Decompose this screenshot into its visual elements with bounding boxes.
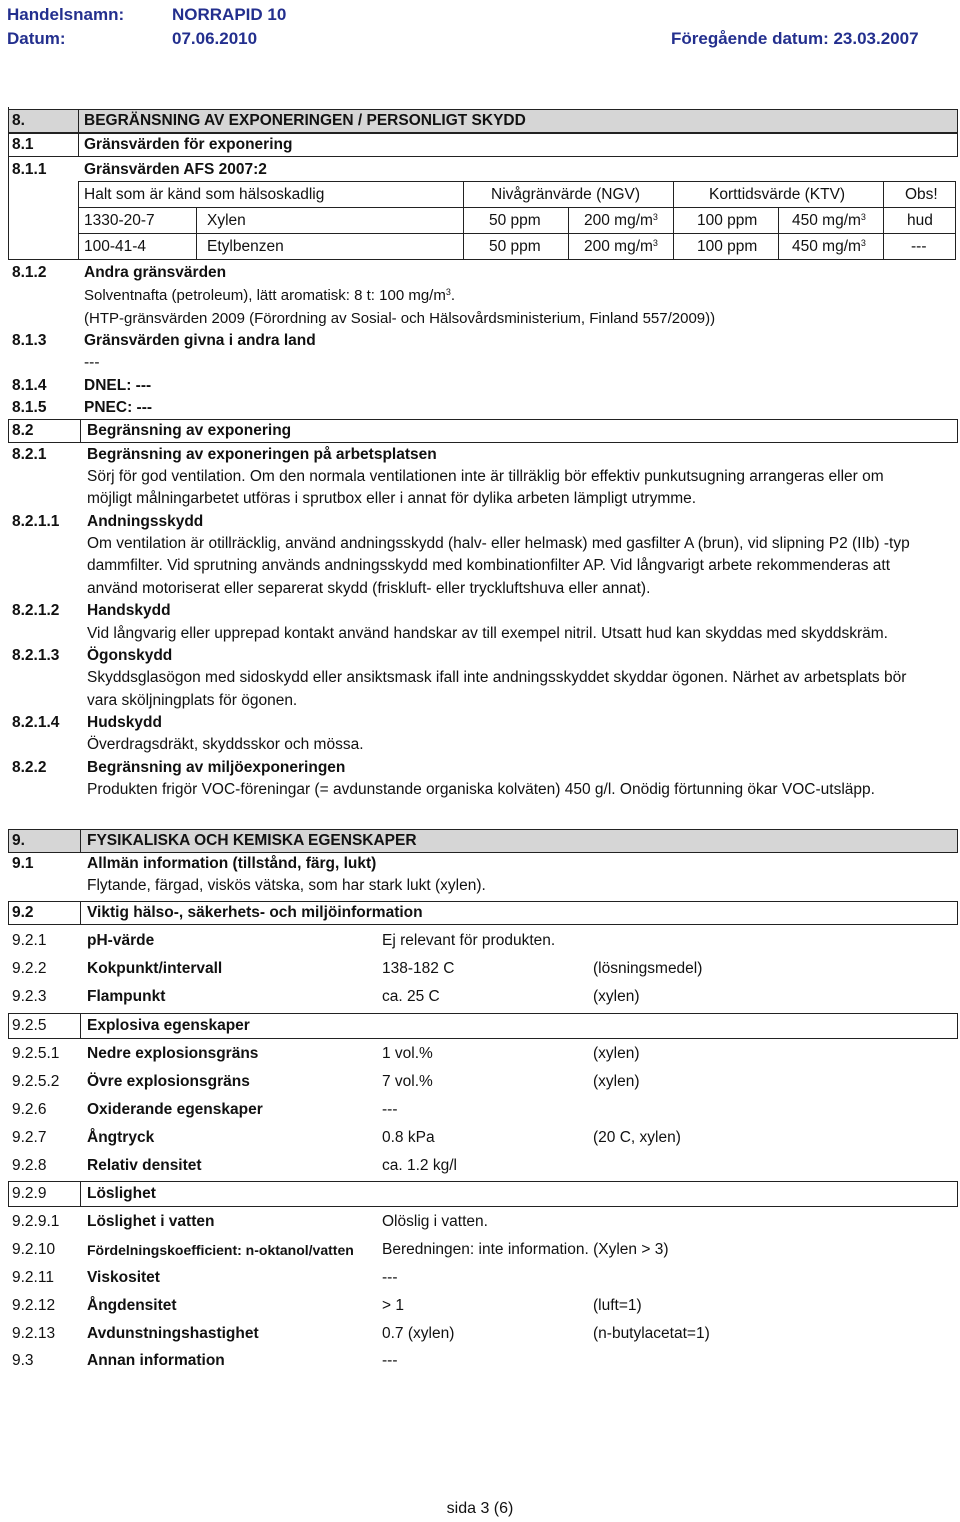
respiratory-text-1: Om ventilation är otillräcklig, använd andningsskydd (halv- eller helmask) med gasfilter A (brun), vid slipning P2 (IIb) -typ [87,535,910,552]
section-8-2-1-4-title: Hudskydd [87,714,162,731]
section-9-3-number: 9.3 [12,1352,34,1369]
property-number: 9.2.7 [12,1129,47,1146]
section-8-1-2-title: Andra gränsvärden [84,264,227,281]
section-8-2-1-3-title: Ögonskydd [87,647,173,664]
property-number: 9.2.6 [12,1101,47,1118]
section-9-2-9-number: 9.2.9 [12,1185,47,1202]
property-note: (luft=1) [593,1297,642,1314]
section-8-title: BEGRÄNSNING AV EXPONERINGEN / PERSONLIGT SKYDD [84,112,526,129]
table-header-obs: Obs! [905,186,938,203]
section-8-1-number: 8.1 [12,136,34,153]
section-8-2-1-3-number: 8.2.1.3 [12,647,60,664]
section-9-title: FYSIKALISKA OCH KEMISKA EGENSKAPER [87,832,417,849]
section-9-1-number: 9.1 [12,855,34,872]
property-value: Beredningen: inte information. (Xylen > 3) [382,1241,669,1258]
section-9-3-title: Annan information [87,1352,225,1369]
property-value: ca. 1.2 kg/l [382,1157,457,1174]
table-row-2-name: Etylbenzen [207,238,284,255]
divider [78,133,79,157]
date-label: Datum: [7,29,66,48]
property-value: ca. 25 C [382,988,440,1005]
section-8-2-title: Begränsning av exponering [87,422,292,439]
property-value: --- [382,1269,398,1286]
section-8-2-1-title: Begränsning av exponeringen på arbetsplatsen [87,446,437,463]
table-line [78,181,956,182]
property-label: Avdunstningshastighet [87,1325,259,1342]
property-label: Övre explosionsgräns [87,1073,250,1090]
divider [80,901,81,925]
table-line [8,259,956,260]
section-8-1-5-number: 8.1.5 [12,399,47,416]
property-number: 9.2.10 [12,1241,56,1258]
table-row-2-ktv-mg: 450 $mg/m^3$ [792,238,866,255]
property-number: 9.2.8 [12,1157,47,1174]
table-line [568,207,569,259]
table-row-2-ngv-mg: 200 $mg/m^3$ [584,238,658,255]
section-9-number: 9. [12,832,25,849]
skin-protection-text: Överdragsdräkt, skyddsskor och mössa. [87,736,364,753]
property-number: 9.2.11 [12,1269,54,1286]
property-label: Fördelningskoefficient: n-oktanol/vatten [87,1242,354,1258]
section-8-2-2-number: 8.2.2 [12,759,47,776]
table-line [78,207,956,208]
section-8-2-number: 8.2 [12,422,34,439]
section-9-3-value: --- [382,1352,398,1369]
table-row-1-name: Xylen [207,212,246,229]
pnec: PNEC: --- [84,399,153,416]
property-label: Ångtryck [87,1129,155,1146]
dnel: DNEL: --- [84,377,152,394]
table-line [883,181,884,259]
table-line [196,207,197,259]
environment-text: Produkten frigör VOC-föreningar (= avdunstande organiska kolväten) 450 g/l. Onödig förtunning ökar VOC-utsläpp. [87,781,875,798]
property-number: 9.2.13 [12,1325,56,1342]
property-value: 0.8 kPa [382,1129,435,1146]
property-value: 1 vol.% [382,1045,433,1062]
property-value: 0.7 (xylen) [382,1325,455,1342]
property-note: (n-butylacetat=1) [593,1325,710,1342]
property-note: (xylen) [593,1073,640,1090]
section-8-2-1-2-number: 8.2.1.2 [12,602,60,619]
property-number: 9.2.2 [12,960,47,977]
section-8-1-1-title: Gränsvärden AFS 2007:2 [84,161,267,178]
divider [80,829,81,853]
table-row-1-obs: hud [907,212,933,229]
section-8-1-2-number: 8.1.2 [12,264,47,281]
property-number: 9.2.1 [12,932,47,949]
table-row-1-ktv-ppm: 100 ppm [697,212,758,229]
property-label: Kokpunkt/intervall [87,960,223,977]
table-line [673,181,674,259]
property-label: Oxiderande egenskaper [87,1101,263,1118]
eye-protection-text-2: vara sköljningplats för ögonen. [87,692,298,709]
property-label: Nedre explosionsgräns [87,1045,259,1062]
table-header-ngv: Nivågränvärde (NGV) [491,186,641,203]
section-8-1-3-value: --- [84,354,100,371]
table-row-1-cas: 1330-20-7 [84,212,155,229]
section-8-number: 8. [12,112,25,129]
table-line [778,207,779,259]
trade-name-value: NORRAPID 10 [172,5,287,24]
page-number: sida 3 (6) [446,1500,514,1517]
section-9-2-5-title: Explosiva egenskaper [87,1017,250,1034]
hand-protection-text: Vid långvarig eller upprepad kontakt använd handskar av till exempel nitril. Utsatt hud kan skyddas med skyddskräm. [87,625,888,642]
section-8-2-1-1-title: Andningsskydd [87,513,204,530]
section-8-1-3-title: Gränsvärden givna i andra land [84,332,316,349]
table-row-2-cas: 100-41-4 [84,238,147,255]
section-8-1-1-number: 8.1.1 [12,161,47,178]
section-8-2-1-number: 8.2.1 [12,446,47,463]
general-info-text: Flytande, färgad, viskös vätska, som har stark lukt (xylen). [87,877,486,894]
property-note: (xylen) [593,988,640,1005]
table-line [78,181,79,259]
trade-name-label: Handelsnamn: [7,5,125,24]
property-value: --- [382,1101,398,1118]
section-8-2-1-4-number: 8.2.1.4 [12,714,60,731]
section-8-2-2-title: Begränsning av miljöexponeringen [87,759,346,776]
property-label: Viskositet [87,1269,160,1286]
section-9-2-number: 9.2 [12,904,34,921]
section-9-2-9-title: Löslighet [87,1185,156,1202]
eye-protection-text-1: Skyddsglasögon med sidoskydd eller ansiktsmask ifall inte andningsskyddet skyddar ögonen. Närhet av arbetsplats bör [87,669,907,686]
table-header-ktv: Korttidsvärde (KTV) [709,186,846,203]
section-8-2-1-1-number: 8.2.1.1 [12,513,60,530]
table-row-1-ngv-ppm: 50 ppm [489,212,541,229]
section-9-1-title: Allmän information (tillstånd, färg, lukt) [87,855,377,872]
property-value: 138-182 C [382,960,455,977]
property-note: (xylen) [593,1045,640,1062]
table-line [955,181,956,259]
property-label: pH-värde [87,932,155,949]
property-label: Ångdensitet [87,1297,177,1314]
other-limit-line-2: (HTP-gränsvärden 2009 (Förordning av Sosial- och Hälsovårdsministerium, Finland 557/2009)) [84,310,716,327]
divider [80,1013,81,1039]
property-value: Ej relevant för produkten. [382,932,556,949]
section-8-1-title: Gränsvärden för exponering [84,136,293,153]
property-number: 9.2.12 [12,1297,56,1314]
property-number: 9.2.5.1 [12,1045,60,1062]
date-value: 07.06.2010 [172,29,258,48]
respiratory-text-2: dammfilter. Vid sprutning används andningsskydd med kombinationfilter AP. Vid långvarigt arbete rekommenderas att [87,557,891,574]
workplace-text-1: Sörj för god ventilation. Om den normala ventilationen inte är tillräklig bör effektiv punkutsugning arrangeras eller om [87,468,884,485]
section-8-1-3-number: 8.1.3 [12,332,47,349]
table-row-1-ktv-mg: 450 $mg/m^3$ [792,212,866,229]
table-line [8,107,9,259]
property-value: 7 vol.% [382,1073,433,1090]
section-9-2-title: Viktig hälso-, säkerhets- och miljöinformation [87,904,423,921]
section-9-2-5-number: 9.2.5 [12,1017,47,1034]
property-value: Olöslig i vatten. [382,1213,488,1230]
workplace-text-2: möjligt målningarbetet utföras i sprutbox eller i annat för dylika arbeten lämpligt utrymme. [87,490,697,507]
property-number: 9.2.5.2 [12,1073,60,1090]
property-label: Relativ densitet [87,1157,202,1174]
divider [80,1181,81,1207]
divider [80,419,81,443]
divider [78,109,79,133]
table-header-halt: Halt som är känd som hälsoskadlig [84,186,325,203]
table-line [463,181,464,259]
property-note: (20 C, xylen) [593,1129,681,1146]
table-line [78,233,956,234]
property-number: 9.2.3 [12,988,47,1005]
section-8-1-4-number: 8.1.4 [12,377,47,394]
table-row-2-ktv-ppm: 100 ppm [697,238,758,255]
section-8-2-1-2-title: Handskydd [87,602,171,619]
previous-date: Föregående datum: 23.03.2007 [671,29,919,48]
property-number: 9.2.9.1 [12,1213,60,1230]
property-label: Löslighet i vatten [87,1213,215,1230]
table-row-2-ngv-ppm: 50 ppm [489,238,541,255]
other-limit-line-1: Solventnafta (petroleum), lätt aromatisk: 8 t: 100 $mg/m^3$. [84,287,456,304]
property-label: Flampunkt [87,988,166,1005]
property-value: > 1 [382,1297,404,1314]
table-row-2-obs: --- [911,238,927,255]
property-note: (lösningsmedel) [593,960,703,977]
table-row-1-ngv-mg: 200 $mg/m^3$ [584,212,658,229]
respiratory-text-3: använd motoriserat eller separerat skydd (friskluft- eller tryckluftshuva eller annat). [87,580,651,597]
